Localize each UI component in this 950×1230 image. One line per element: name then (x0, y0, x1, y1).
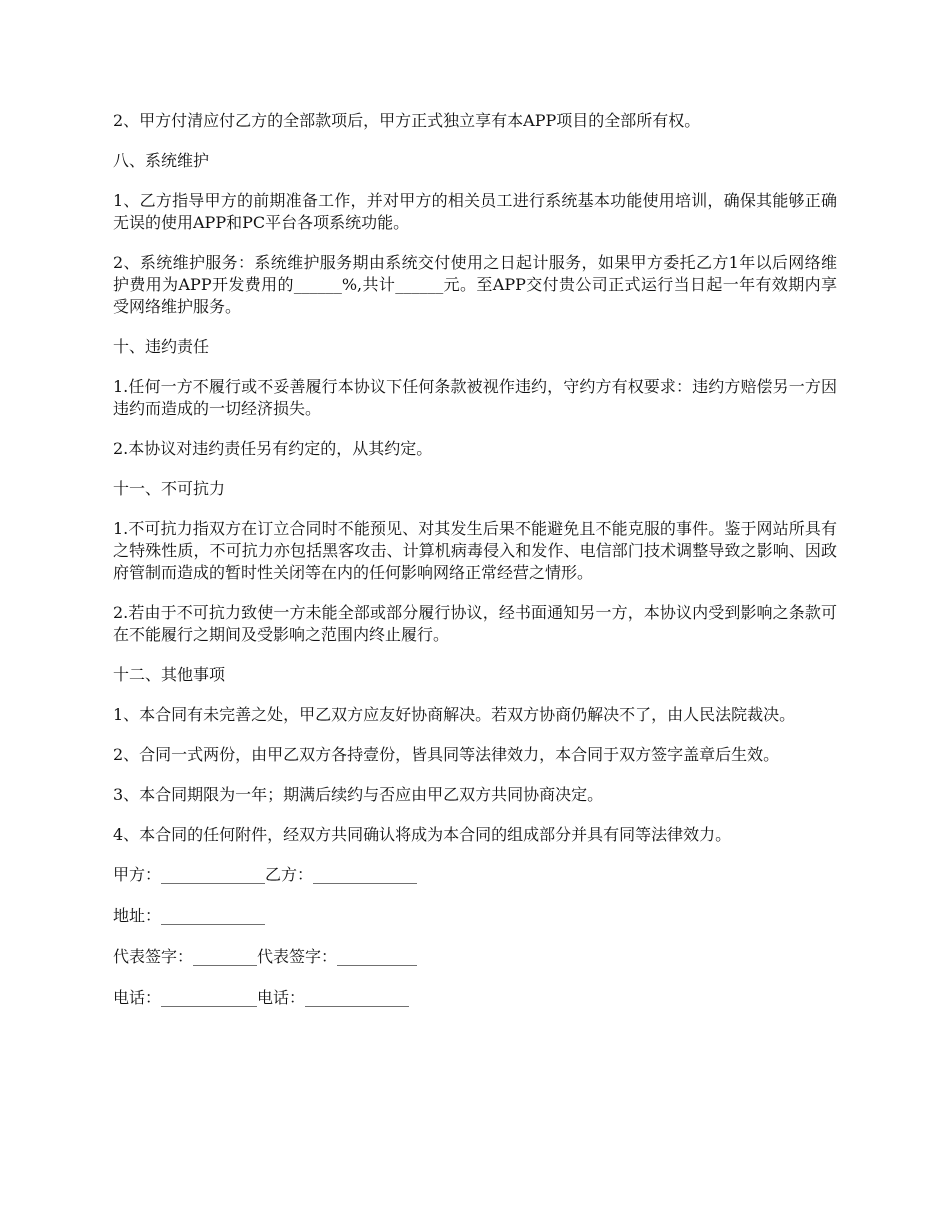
clause-force-majeure-definition: 1.不可抗力指双方在订立合同时不能预见、对其发生后果不能避免且不能克服的事件。鉴于网站所具有之特殊性质，不可抗力亦包括黑客攻击、计算机病毒侵入和发作、电信部门技术调整导致之影响、因政府管制而造成的暂时性关闭等在内的任何影响网络正常经营之情形。 (113, 519, 837, 582)
signature-address: 地址：_____________ (113, 906, 266, 925)
clause-training: 1、乙方指导甲方的前期准备工作，并对甲方的相关员工进行系统基本功能使用培训，确保其能够正确无误的使用APP和PC平台各项系统功能。 (113, 191, 837, 232)
contract-page (113, 110, 837, 1028)
clause-term: 3、本合同期限为一年；期满后续约与否应由甲乙双方共同协商决定。 (113, 785, 604, 804)
clause-attachments: 4、本合同的任何附件，经双方共同确认将成为本合同的组成部分并具有同等法律效力。 (113, 825, 732, 844)
signature-representatives: 代表签字：________代表签字：__________ (113, 947, 418, 966)
signature-parties: 甲方：_____________乙方：_____________ (113, 865, 418, 884)
clause-maintenance-service: 2、系统维护服务：系统维护服务期由系统交付使用之日起计服务，如果甲方委托乙方1年以后网络维护费用为APP开发费用的______%,共计______元。至APP交付贵公司正式运行当日起一年有效期内享受网络维护服务。 (113, 253, 837, 316)
section-heading-maintenance: 八、系统维护 (113, 151, 210, 170)
section-heading-force-majeure: 十一、不可抗力 (113, 479, 226, 498)
clause-force-majeure-effect: 2.若由于不可抗力致使一方未能全部或部分履行协议，经书面通知另一方，本协议内受到影响之条款可在不能履行之期间及受影响之范围内终止履行。 (113, 603, 837, 644)
section-heading-other: 十二、其他事项 (113, 665, 226, 684)
clause-copies: 2、合同一式两份，由甲乙双方各持壹份，皆具同等法律效力，本合同于双方签字盖章后生效。 (113, 745, 780, 764)
clause-breach-other: 2.本协议对违约责任另有约定的，从其约定。 (113, 439, 433, 458)
signature-block (113, 864, 837, 1009)
signature-phones: 电话：____________电话：_____________ (113, 988, 410, 1007)
clause-ownership: 2、甲方付清应付乙方的全部款项后，甲方正式独立享有本APP项目的全部所有权。 (113, 111, 701, 130)
clause-dispute: 1、本合同有未完善之处，甲乙双方应友好协商解决。若双方协商仍解决不了，由人民法院裁决。 (113, 705, 796, 724)
section-heading-liability: 十、违约责任 (113, 337, 210, 356)
clause-breach: 1.任何一方不履行或不妥善履行本协议下任何条款被视作违约，守约方有权要求：违约方赔偿另一方因违约而造成的一切经济损失。 (113, 377, 837, 418)
